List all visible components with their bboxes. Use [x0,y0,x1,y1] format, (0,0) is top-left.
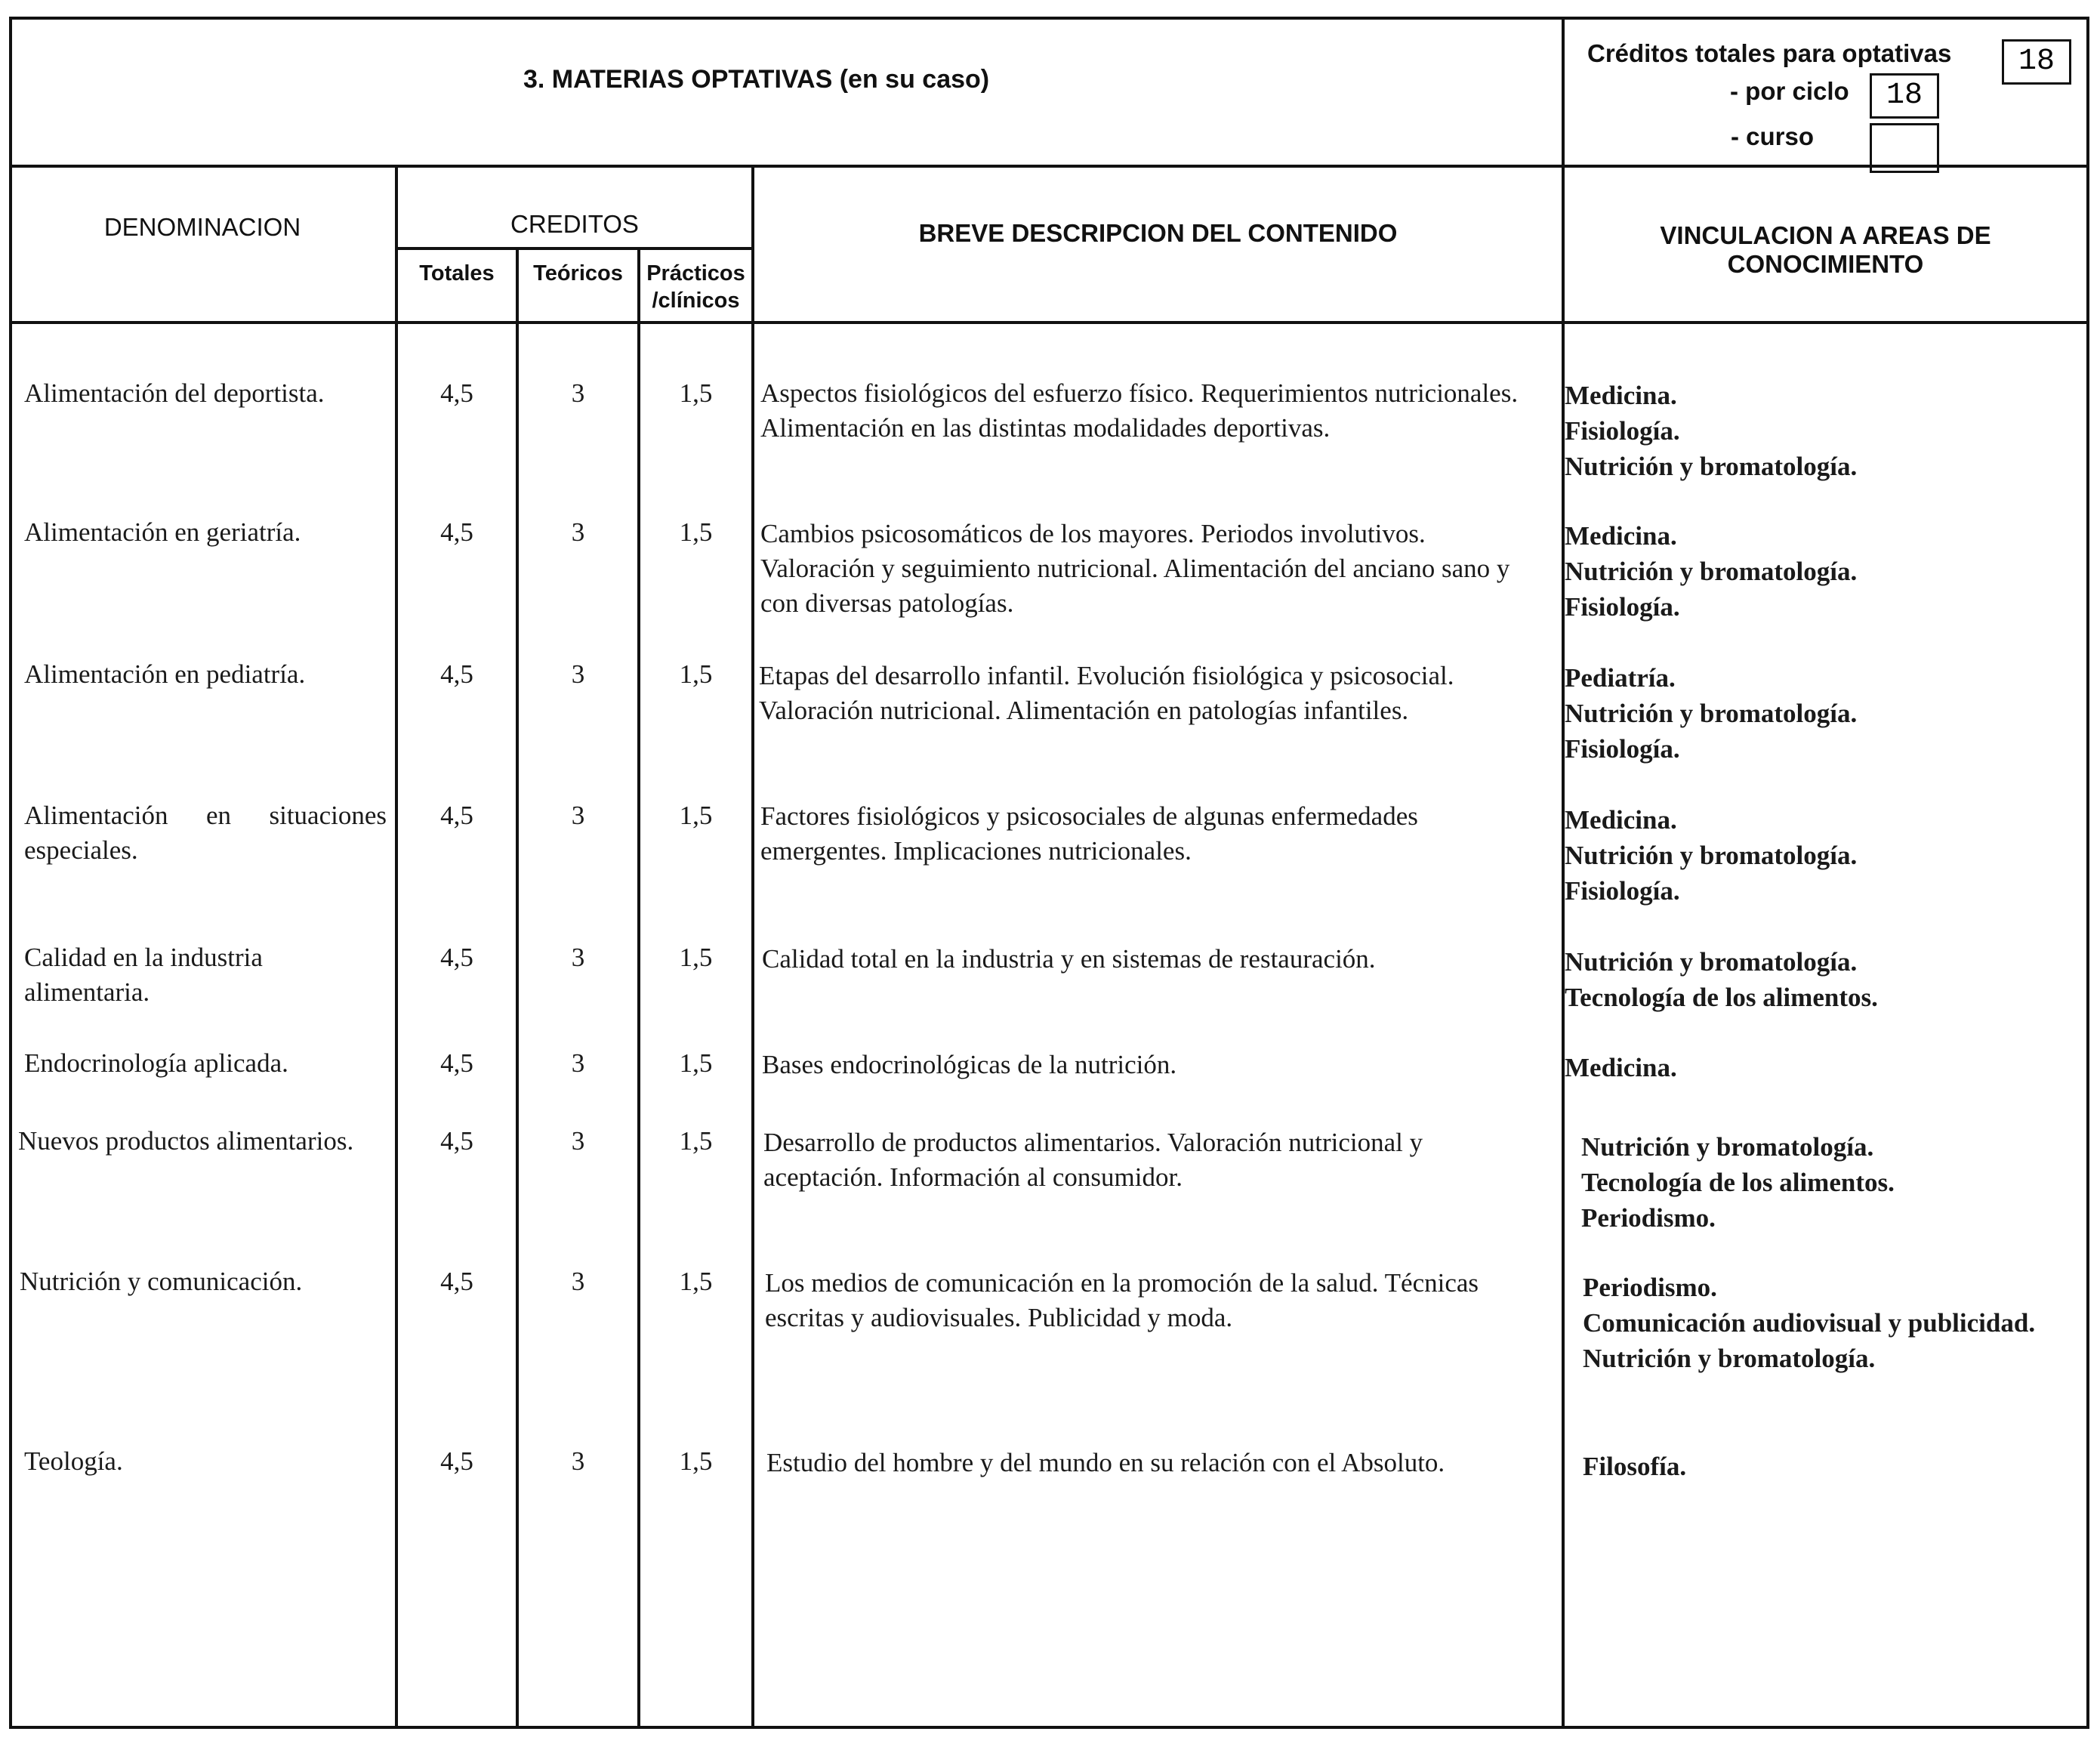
row-6-teoricos: 3 [571,1048,585,1078]
row-8-description: Los medios de comunicación en la promoción de la salud. Técnicas escritas y audiovisuales. Publicidad y moda. [765,1268,1479,1332]
row-5-name: Calidad en la industria alimentaria. [24,943,263,1007]
row-8-teoricos: 3 [571,1267,585,1296]
page-title: 3. MATERIAS OPTATIVAS (en su caso) [523,65,990,94]
row-9-totales: 4,5 [440,1446,473,1476]
row-3-totales: 4,5 [440,659,473,689]
row-2-totales: 4,5 [440,517,473,547]
row-3-name: Alimentación en pediatría. [24,659,306,689]
row-6-description: Bases endocrinológicas de la nutrición. [762,1050,1177,1079]
row-2-name: Alimentación en geriatría. [24,517,301,547]
row-5-area-1: Nutrición y bromatología. [1565,947,1858,977]
por-ciclo-value: 18 [1886,79,1923,113]
row-4-practicos: 1,5 [679,801,713,830]
row-9-description: Estudio del hombre y del mundo en su relación con el Absoluto. [766,1448,1445,1477]
table-right-border [2086,17,2089,1729]
col-teoricos: Teóricos [533,261,623,286]
row-2-practicos: 1,5 [679,517,713,547]
row-5-totales: 4,5 [440,943,473,972]
row-8-area-3: Nutrición y bromatología. [1583,1344,1876,1373]
col-practicos-line1: Prácticos [646,261,745,286]
row-8-totales: 4,5 [440,1267,473,1296]
row-2-area-3: Fisiología. [1565,592,1680,622]
row-2-area-2: Nutrición y bromatología. [1565,557,1858,586]
row-7-name: Nuevos productos alimentarios. [18,1126,354,1156]
table-top-border [9,17,2089,20]
row-3-description: Etapas del desarrollo infantil. Evolución fisiológica y psicosocial. Valoración nutricional. Alimentación en patologías infantiles. [759,661,1454,725]
row-8-area-1: Periodismo. [1583,1273,1717,1302]
table-bottom-border [9,1726,2089,1729]
creditos-subheader-divider [395,247,753,250]
row-6-totales: 4,5 [440,1048,473,1078]
row-7-area-1: Nutrición y bromatología. [1581,1132,1874,1162]
row-1-area-3: Nutrición y bromatología. [1565,452,1858,481]
col-vinculacion-line1: VINCULACION A AREAS DE [1660,221,1991,249]
row-2-description: Cambios psicosomáticos de los mayores. Periodos involutivos. Valoración y seguimiento nutricional. Alimentación del anciano sano y con diversas patologías. [760,519,1510,618]
por-ciclo-label: - por ciclo [1730,77,1849,105]
row-7-area-3: Periodismo. [1581,1203,1716,1233]
row-6-practicos: 1,5 [679,1048,713,1078]
table-left-border [9,17,12,1729]
por-ciclo-box [1870,73,1939,119]
col-totales: Totales [419,261,495,286]
row-1-name: Alimentación del deportista. [24,378,325,408]
row-3-practicos: 1,5 [679,659,713,689]
col-vinculacion-line2: CONOCIMIENTO [1727,250,1924,278]
header-divider [9,165,2089,168]
row-5-practicos: 1,5 [679,943,713,972]
row-9-name: Teología. [24,1446,123,1476]
row-3-area-2: Nutrición y bromatología. [1565,699,1858,728]
row-8-name: Nutrición y comunicación. [20,1267,303,1296]
credits-total-value: 18 [2018,45,2055,79]
row-4-name: Alimentación en situaciones especiales. [24,801,387,865]
row-5-teoricos: 3 [571,943,585,972]
row-7-description: Desarrollo de productos alimentarios. Valoración nutricional y aceptación. Información al consumidor. [763,1128,1423,1192]
row-1-area-1: Medicina. [1565,381,1677,410]
row-2-teoricos: 3 [571,517,585,547]
col-creditos: CREDITOS [510,210,639,238]
row-1-teoricos: 3 [571,378,585,408]
row-8-area-2: Comunicación audiovisual y publicidad. [1583,1308,2036,1338]
row-3-area-3: Fisiología. [1565,734,1680,764]
row-3-teoricos: 3 [571,659,585,689]
col-practicos [640,260,751,314]
row-6-area-1: Medicina. [1565,1053,1677,1082]
curso-box [1870,123,1939,173]
row-5-area-2: Tecnología de los alimentos. [1565,983,1878,1012]
row-7-practicos: 1,5 [679,1126,713,1156]
col-practicos-line2: /clínicos [652,289,740,313]
row-4-description: Factores fisiológicos y psicosociales de algunas enfermedades emergentes. Implicaciones nutricionales. [760,801,1418,866]
row-8-practicos: 1,5 [679,1267,713,1296]
col-descripcion: BREVE DESCRIPCION DEL CONTENIDO [918,219,1398,247]
row-9-teoricos: 3 [571,1446,585,1476]
row-2-area-1: Medicina. [1565,521,1677,551]
row-1-practicos: 1,5 [679,378,713,408]
row-1-area-2: Fisiología. [1565,416,1680,446]
row-7-totales: 4,5 [440,1126,473,1156]
col-vinculacion [1565,221,2086,279]
row-7-teoricos: 3 [571,1126,585,1156]
row-5-description: Calidad total en la industria y en sistemas de restauración. [762,944,1376,974]
row-1-description: Aspectos fisiológicos del esfuerzo físico. Requerimientos nutricionales. Alimentación en las distintas modalidades deportivas. [760,378,1519,443]
row-1-totales: 4,5 [440,378,473,408]
row-4-teoricos: 3 [571,801,585,830]
row-3-area-1: Pediatría. [1565,663,1676,693]
col-denominacion: DENOMINACION [103,213,301,241]
credits-total-box [2002,39,2071,85]
row-9-area-1: Filosofía. [1583,1452,1687,1481]
credits-total-label: Créditos totales para optativas [1587,39,1952,67]
column-header-divider [9,321,2089,324]
row-7-area-2: Tecnología de los alimentos. [1581,1168,1895,1197]
row-6-name: Endocrinología aplicada. [24,1048,288,1078]
col-divider-totales [516,247,519,1729]
col-divider-teoricos [637,247,640,1729]
row-4-totales: 4,5 [440,801,473,830]
col-divider-practicos [751,165,754,1729]
row-4-area-3: Fisiología. [1565,876,1680,906]
curso-label: - curso [1731,122,1815,150]
row-9-practicos: 1,5 [679,1446,713,1476]
row-4-area-1: Medicina. [1565,805,1677,835]
row-4-area-2: Nutrición y bromatología. [1565,841,1858,870]
